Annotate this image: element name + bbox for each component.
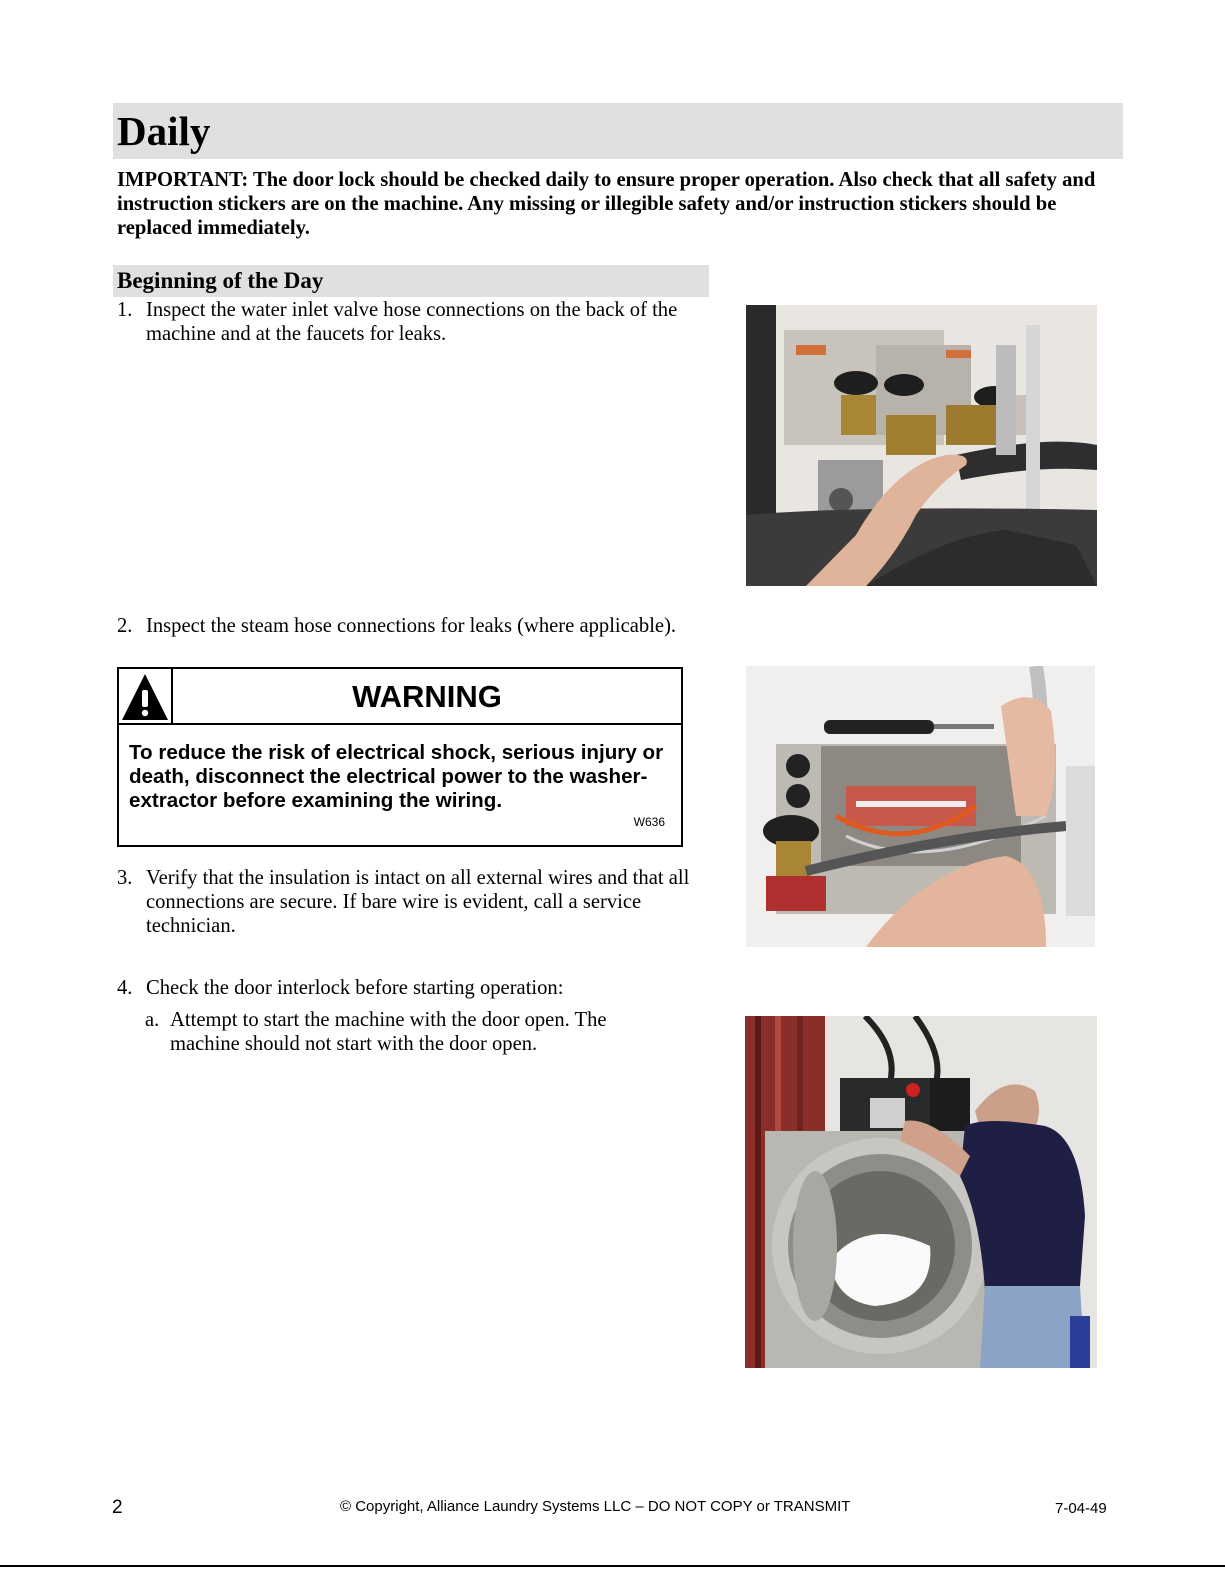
warning-triangle-icon [119,669,173,723]
door-interlock-photo [745,1016,1097,1368]
step-3 [117,866,707,940]
copyright-notice: © Copyright, Alliance Laundry Systems LLC – DO NOT COPY or TRANSMIT [340,1498,851,1515]
page-number: 2 [112,1497,123,1518]
subheading-bar [113,265,709,297]
important-notice: IMPORTANT: The door lock should be checked daily to ensure proper operation. Also check that all safety and instruction stickers are on the machine. Any missing or illegible safety and/or instruction stickers should be replaced immediately. [117,169,1096,239]
section-heading-bar [113,103,1123,159]
step-1 [117,298,707,348]
warning-text: To reduce the risk of electrical shock, serious injury or death, disconnect the electrical power to the washer-extractor before examining the wiring. [129,741,664,812]
warning-header [119,669,681,725]
step-text: Verify that the insulation is intact on all external wires and that all connections are secure. If bare wire is evident, call a service technician. [146,867,690,937]
document-code: 7-04-49 [1055,1500,1107,1517]
substep-a [145,1008,665,1058]
step-number: 3. [117,867,133,889]
water-inlet-valve-photo [746,305,1097,586]
subheading: Beginning of the Day [117,268,324,293]
step-number: 4. [117,977,133,999]
step-text: Check the door interlock before starting operation: [146,977,564,999]
warning-code: W636 [633,815,665,829]
step-4 [117,976,707,1002]
step-2 [117,614,717,640]
step-text: Inspect the water inlet valve hose connections on the back of the machine and at the faucets for leaks. [146,299,678,345]
step-number: 2. [117,615,133,637]
substep-letter: a. [145,1009,160,1031]
warning-title: WARNING [352,679,502,714]
warning-box [117,667,683,847]
substep-text: Attempt to start the machine with the door open. The machine should not start with the door open. [170,1009,607,1055]
wiring-inspection-photo [746,666,1095,947]
bottom-rule [0,1565,1225,1567]
page-title: Daily [117,108,211,154]
step-text: Inspect the steam hose connections for leaks (where applicable). [146,615,677,637]
step-number: 1. [117,299,133,321]
